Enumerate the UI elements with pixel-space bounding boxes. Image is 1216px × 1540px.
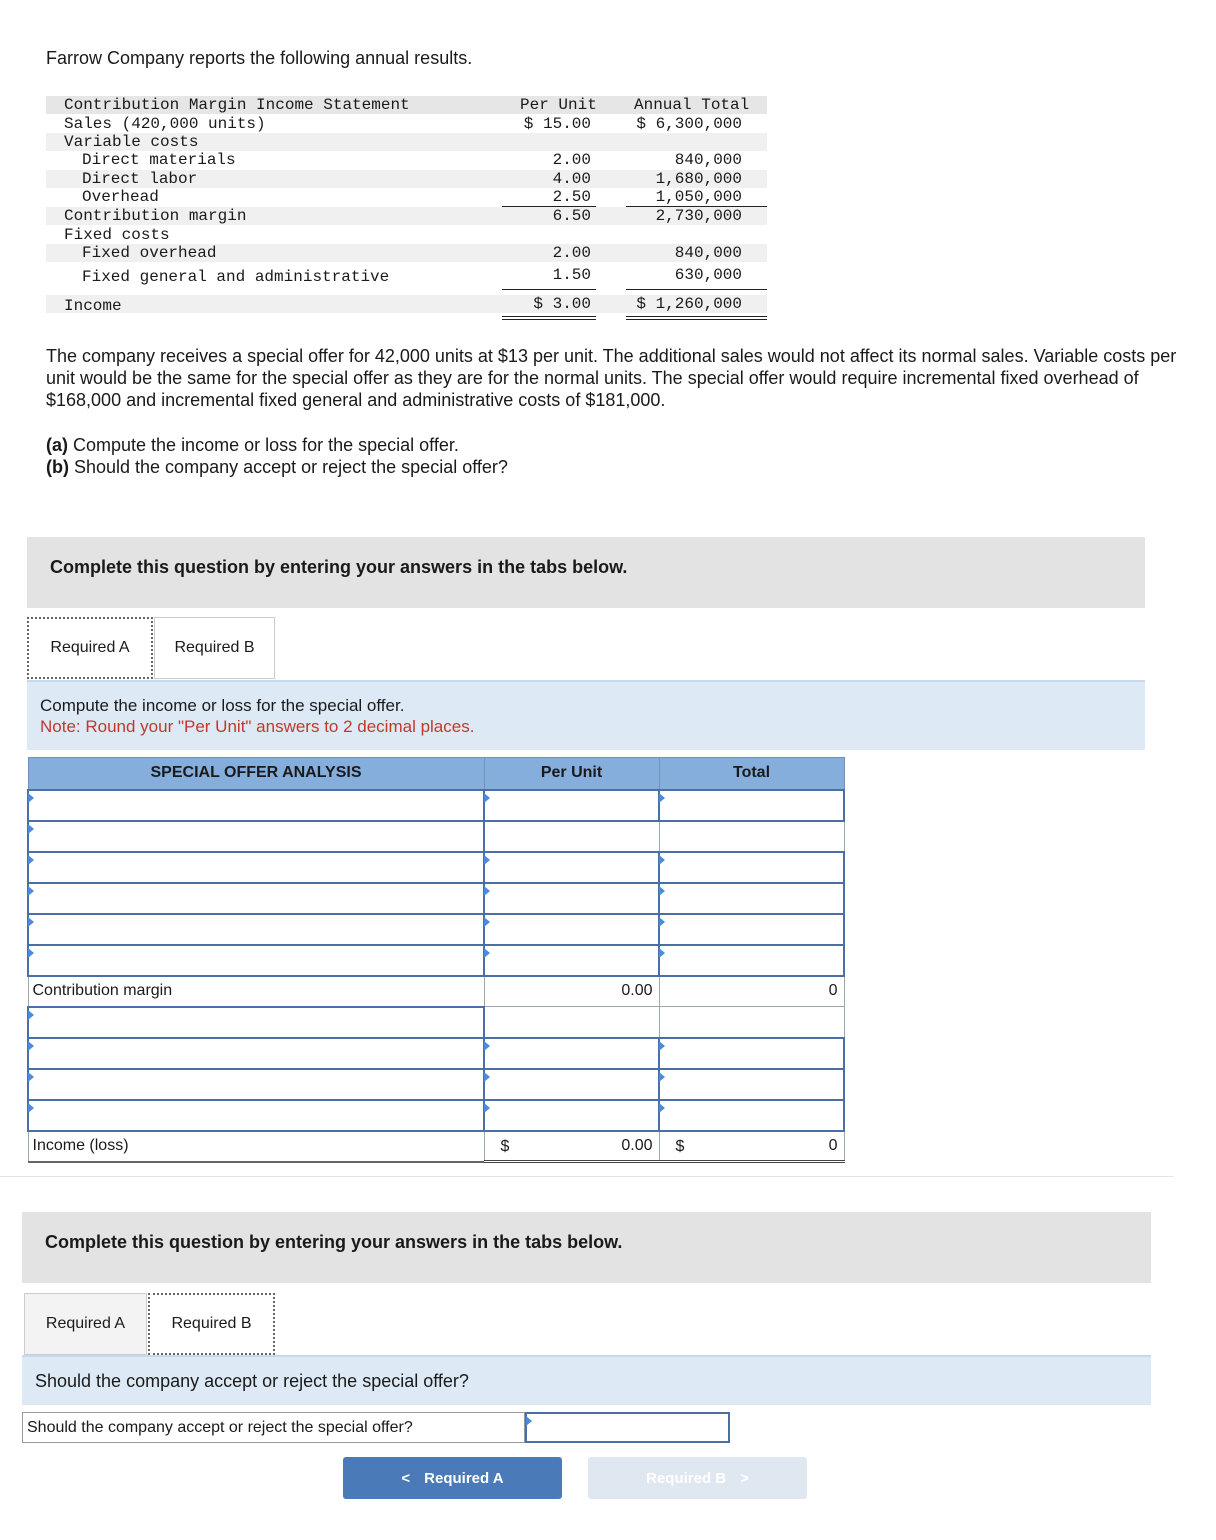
table-row	[28, 1069, 844, 1100]
row-total: $ 1,260,000	[636, 295, 742, 313]
question-b: (b) Should the company accept or reject the special offer?	[46, 457, 508, 477]
statement-total-header: Annual Total	[634, 96, 750, 114]
per-unit-input[interactable]	[484, 945, 659, 976]
contribution-margin-row	[28, 976, 844, 1007]
table-row	[28, 883, 844, 914]
total-input[interactable]	[659, 1069, 844, 1100]
row-label: Direct materials	[82, 151, 236, 169]
row-per-unit: 6.50	[552, 207, 591, 225]
label-input[interactable]	[28, 945, 484, 976]
total-input[interactable]	[659, 945, 844, 976]
per-unit-input[interactable]	[484, 1069, 659, 1100]
rounding-note: Note: Round your "Per Unit" answers to 2 decimal places.	[40, 717, 475, 736]
row-total: 1,050,000	[655, 188, 742, 206]
special-offer-table	[27, 757, 845, 1163]
question-a: (a) Compute the income or loss for the special offer.	[46, 435, 459, 455]
instruction-text-2: Should the company accept or reject the special offer?	[35, 1371, 469, 1391]
row-label: Overhead	[82, 188, 159, 206]
contribution-total: 0	[659, 976, 844, 1007]
row-total: 840,000	[674, 151, 742, 169]
row-total: 840,000	[674, 244, 742, 262]
income-loss-label: Income (loss)	[28, 1131, 484, 1162]
row-total: 2,730,000	[655, 207, 742, 225]
tab-required-a-2[interactable]: Required A	[24, 1293, 147, 1355]
label-input[interactable]	[28, 1069, 484, 1100]
statement-title: Contribution Margin Income Statement	[64, 96, 410, 114]
label-input[interactable]	[28, 1038, 484, 1069]
total-input[interactable]	[659, 883, 844, 914]
per-unit-input[interactable]	[484, 1038, 659, 1069]
row-label: Contribution margin	[64, 207, 247, 225]
tab-required-a[interactable]: Required A	[27, 617, 153, 679]
total-input[interactable]	[659, 914, 844, 945]
row-label: Direct labor	[82, 170, 198, 188]
table-row	[28, 914, 844, 945]
row-label: Fixed costs	[64, 226, 170, 244]
statement-per-unit-header: Per Unit	[520, 96, 597, 114]
accept-reject-label: Should the company accept or reject the special offer?	[22, 1412, 525, 1443]
tab-required-b[interactable]: Required B	[154, 617, 275, 679]
contribution-per-unit: 0.00	[484, 976, 659, 1007]
row-per-unit: 2.00	[552, 244, 591, 262]
total-cell	[659, 821, 844, 852]
chevron-right-icon: >	[740, 1469, 749, 1487]
label-input[interactable]	[28, 1007, 484, 1038]
table-row	[28, 1038, 844, 1069]
income-total: $ 0	[659, 1131, 844, 1162]
currency-symbol: $	[675, 1137, 685, 1155]
prev-required-a-button[interactable]: < Required A	[343, 1457, 562, 1499]
label-input[interactable]	[28, 790, 484, 821]
total-input[interactable]	[659, 852, 844, 883]
label-input[interactable]	[28, 821, 484, 852]
row-per-unit: 1.50	[552, 266, 591, 284]
instruction-panel	[27, 680, 1145, 750]
row-label: Variable costs	[64, 133, 199, 151]
label-input[interactable]	[28, 883, 484, 914]
questions	[46, 434, 508, 478]
row-label: Fixed overhead	[82, 244, 217, 262]
income-per-unit: $ 0.00	[484, 1131, 659, 1162]
contribution-margin-label: Contribution margin	[28, 976, 484, 1007]
total-input[interactable]	[659, 790, 844, 821]
table-row	[28, 1007, 844, 1038]
per-unit-cell	[484, 821, 659, 852]
row-per-unit: $ 3.00	[533, 295, 591, 313]
total-input[interactable]	[659, 1100, 844, 1131]
instructions-banner: Complete this question by entering your answers in the tabs below.	[27, 537, 1145, 608]
income-loss-row	[28, 1131, 844, 1162]
chevron-left-icon: <	[401, 1469, 411, 1487]
row-total: $ 6,300,000	[636, 115, 742, 133]
table-row	[28, 790, 844, 821]
instructions-banner-2: Complete this question by entering your answers in the tabs below.	[22, 1212, 1151, 1283]
header-per-unit: Per Unit	[484, 758, 659, 790]
table-row	[28, 852, 844, 883]
per-unit-input[interactable]	[484, 1100, 659, 1131]
problem-text: The company receives a special offer for 42,000 units at $13 per unit. The additional sales would not affect its normal sales. Variable costs per unit would be the same for the special offer as they are for the normal units. The special offer would require incremental fixed overhead of $168,000 and incremental fixed general and administrative costs of $181,000.	[46, 346, 1177, 410]
row-per-unit: 2.00	[552, 151, 591, 169]
per-unit-input[interactable]	[484, 914, 659, 945]
table-row	[28, 945, 844, 976]
per-unit-input[interactable]	[484, 790, 659, 821]
row-label: Income	[64, 297, 122, 315]
tab-required-b-2[interactable]: Required B	[148, 1293, 275, 1355]
instruction-text: Compute the income or loss for the special offer.	[40, 696, 405, 715]
row-per-unit: $ 15.00	[523, 115, 591, 133]
per-unit-cell	[484, 1007, 659, 1038]
row-per-unit: 2.50	[552, 188, 591, 206]
row-total: 1,680,000	[655, 170, 742, 188]
row-total: 630,000	[674, 266, 742, 284]
label-input[interactable]	[28, 914, 484, 945]
total-cell	[659, 1007, 844, 1038]
next-required-b-button[interactable]: Required B >	[588, 1457, 807, 1499]
header-total: Total	[659, 758, 844, 790]
instruction-panel-2	[22, 1355, 1151, 1405]
currency-symbol: $	[500, 1137, 510, 1155]
intro-text: Farrow Company reports the following annual results.	[46, 48, 473, 68]
label-input[interactable]	[28, 1100, 484, 1131]
total-input[interactable]	[659, 1038, 844, 1069]
header-analysis: SPECIAL OFFER ANALYSIS	[28, 758, 484, 790]
table-row	[28, 1100, 844, 1131]
accept-reject-dropdown[interactable]	[525, 1412, 730, 1443]
row-label: Sales (420,000 units)	[64, 115, 266, 133]
row-per-unit: 4.00	[552, 170, 591, 188]
per-unit-input[interactable]	[484, 883, 659, 914]
row-label: Fixed general and administrative	[82, 268, 390, 286]
table-row	[28, 821, 844, 852]
label-input[interactable]	[28, 852, 484, 883]
per-unit-input[interactable]	[484, 852, 659, 883]
